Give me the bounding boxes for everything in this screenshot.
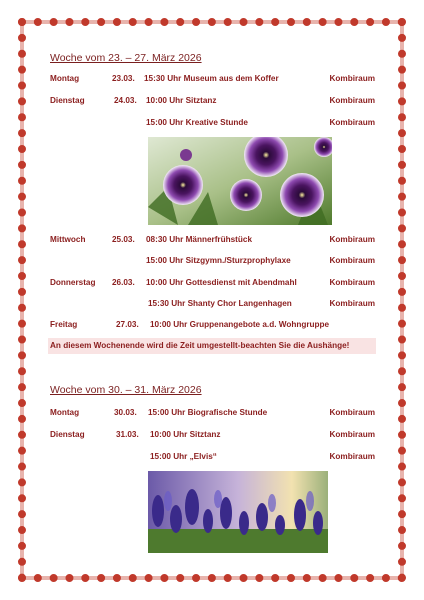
activity: 10:00 Uhr Sitztanz: [146, 96, 217, 105]
schedule-row: [50, 74, 375, 86]
room: Kombiraum: [329, 299, 375, 308]
day: Donnerstag: [50, 278, 96, 287]
day: Mittwoch: [50, 235, 86, 244]
activity: 15:00 Uhr „Elvis“: [150, 452, 217, 461]
activity: 15:00 Uhr Biografische Stunde: [148, 408, 268, 417]
date: 23.03.: [112, 74, 135, 83]
schedule-row: [50, 408, 375, 420]
schedule-row: [50, 235, 375, 247]
day: Freitag: [50, 320, 78, 329]
schedule-row: [50, 96, 375, 108]
activity: 15:00 Uhr Sitzgymn./Sturzprophylaxe: [146, 256, 291, 265]
day: Montag: [50, 74, 80, 83]
activity: 15:30 Uhr Museum aus dem Koffer: [144, 74, 279, 83]
grape-hyacinths-photo: [148, 471, 328, 553]
week-1-title: Woche vom 23. – 27. März 2026: [50, 52, 202, 64]
week-2-title: Woche vom 30. – 31. März 2026: [50, 384, 202, 396]
schedule-row: [50, 320, 375, 332]
room: Kombiraum: [329, 74, 375, 83]
room: Kombiraum: [329, 278, 375, 287]
schedule-row: [50, 118, 375, 130]
schedule-row: [50, 452, 375, 464]
room: Kombiraum: [329, 452, 375, 461]
room: Kombiraum: [329, 118, 375, 127]
activity: 10:00 Uhr Gottesdienst mit Abendmahl: [146, 278, 297, 287]
date: 25.03.: [112, 235, 135, 244]
room: Kombiraum: [329, 430, 375, 439]
date: 24.03.: [114, 96, 137, 105]
activity: 10:00 Uhr Sitztanz: [150, 430, 221, 439]
schedule-row: [50, 256, 375, 268]
schedule-row: [50, 299, 375, 311]
activity: 10:00 Uhr Gruppenangebote a.d. Wohngruppe: [150, 320, 330, 329]
room: Kombiraum: [329, 235, 375, 244]
date: 26.03.: [112, 278, 135, 287]
room: Kombiraum: [329, 256, 375, 265]
room: Kombiraum: [329, 96, 375, 105]
date: 31.03.: [116, 430, 139, 439]
time-change-notice: An diesem Wochenende wird die Zeit umgestellt-beachten Sie die Aushänge!: [48, 338, 376, 354]
schedule-row: [50, 430, 375, 442]
activity: 15:30 Uhr Shanty Chor Langenhagen: [148, 299, 292, 308]
day: Dienstag: [50, 430, 85, 439]
date: 30.03.: [114, 408, 137, 417]
date: 27.03.: [116, 320, 139, 329]
day: Montag: [50, 408, 80, 417]
pansies-photo: [148, 137, 332, 225]
activity: 15:00 Uhr Kreative Stunde: [146, 118, 248, 127]
schedule-row: [50, 278, 375, 290]
day: Dienstag: [50, 96, 85, 105]
room: Kombiraum: [329, 408, 375, 417]
activity: 08:30 Uhr Männerfrühstück: [146, 235, 253, 244]
